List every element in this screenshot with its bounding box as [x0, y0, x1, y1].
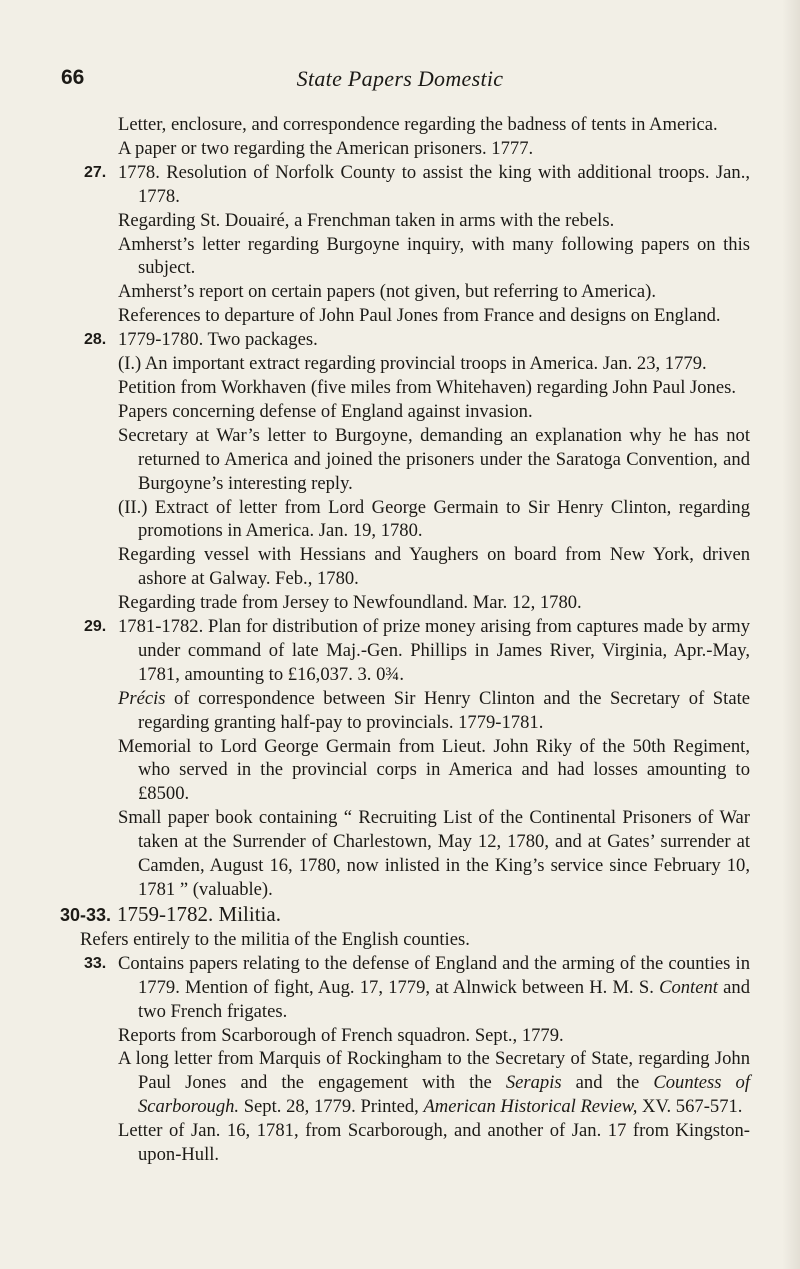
- precis-text: of correspondence between Sir Henry Clinton and the Secretary of State regarding granting half-pay to provincials. 1779-1781.: [138, 687, 750, 733]
- entry-27: [60, 161, 750, 328]
- text-run: and the: [561, 1072, 654, 1094]
- list-item: Secretary at War’s letter to Burgoyne, demanding an explanation why he has not returned to America and joined the prisoners under the Saratoga Convention, and Burgoyne’s interesting reply.: [118, 424, 750, 494]
- entry-number: 27.: [84, 163, 107, 181]
- list-item: 1778. Resolution of Norfolk County to assist the king with additional troops. Jan., 1778.: [118, 161, 750, 207]
- precis-word: Précis: [118, 687, 166, 709]
- list-item: Amherst’s report on certain papers (not given, but referring to America).: [118, 281, 657, 303]
- section-title: 1759-1782. Militia.: [117, 901, 281, 926]
- section-subheading: Refers entirely to the militia of the English counties.: [80, 928, 470, 950]
- entry-33: [60, 952, 750, 1167]
- list-item: Small paper book containing “ Recruiting List of the Continental Prisoners of War taken at the Surrender of Charlestown, May 12, 1780, and at Gates’ surrender at Camden, August 16, 1780, now inlisted in the King’s service since February 10, 1781 ” (valuable).: [118, 807, 750, 900]
- entry-28: [60, 328, 750, 615]
- page-number: 66: [61, 66, 85, 89]
- list-item: [118, 1047, 750, 1119]
- entry-29: [60, 615, 750, 902]
- list-item: [118, 952, 750, 1024]
- list-item: Petition from Workhaven (five miles from Whitehaven) regarding John Paul Jones.: [118, 376, 736, 398]
- list-item: Memorial to Lord George Germain from Lieut. John Riky of the 50th Regiment, who served in the provincial corps in America and had losses amounting to £8500.: [118, 735, 750, 805]
- list-item: A paper or two regarding the American prisoners. 1777.: [118, 137, 534, 159]
- body-text: [60, 113, 750, 1167]
- intro-entry: [60, 113, 750, 161]
- list-item: Letter of Jan. 16, 1781, from Scarborough, and another of Jan. 17 from Kingston-upon-Hull.: [118, 1120, 750, 1166]
- list-item: (I.) An important extract regarding provincial troops in America. Jan. 23, 1779.: [118, 353, 707, 375]
- ship-name: Serapis: [505, 1072, 562, 1094]
- list-item: Letter, enclosure, and correspondence regarding the badness of tents in America.: [118, 114, 718, 135]
- text-run: XV. 567-571.: [637, 1096, 743, 1118]
- entry-number: 29.: [84, 618, 107, 636]
- list-item: (II.) Extract of letter from Lord George Germain to Sir Henry Clinton, regarding promotions in America. Jan. 19, 1780.: [118, 496, 750, 542]
- text-run: and two French frigates.: [138, 976, 751, 1022]
- list-item: Regarding St. Douairé, a Frenchman taken in arms with the rebels.: [118, 209, 615, 231]
- list-item: Reports from Scarborough of French squadron. Sept., 1779.: [118, 1024, 564, 1046]
- ship-name: Countess of Scarborough.: [138, 1072, 751, 1118]
- page-gutter-shadow: [782, 0, 800, 1269]
- journal-title: American Historical Review,: [423, 1096, 638, 1118]
- list-item: 1779-1780. Two packages.: [118, 329, 318, 351]
- running-head: [0, 66, 800, 96]
- entry-number: 33.: [84, 954, 107, 972]
- section-heading-militia: [60, 902, 750, 928]
- list-item: Regarding vessel with Hessians and Yaughers on board from New York, driven ashore at Galway. Feb., 1780.: [118, 544, 750, 590]
- list-item: References to departure of John Paul Jones from France and designs on England.: [118, 305, 721, 327]
- list-item: 1781-1782. Plan for distribution of prize money arising from captures made by army under command of late Maj.-Gen. Phillips in James River, Virginia, Apr.-May, 1781, amounting to £16,037. 3. 0¾.: [118, 616, 750, 685]
- text-run: A long letter from Marquis of Rockingham to the Secretary of State, regarding John Paul Jones and the engagement with the: [118, 1048, 750, 1094]
- ship-name: Content: [659, 976, 718, 998]
- entry-number: 28.: [84, 331, 107, 349]
- section-number: 30-33.: [60, 904, 112, 925]
- list-item: Papers concerning defense of England against invasion.: [118, 400, 533, 422]
- list-item: Amherst’s letter regarding Burgoyne inquiry, with many following papers on this subject.: [118, 233, 750, 279]
- page-header-title: State Papers Domestic: [296, 66, 504, 91]
- text-run: Contains papers relating to the defense of England and the arming of the counties in 1779. Mention of fight, Aug. 17, 1779, at Alnwick between H. M. S.: [118, 952, 750, 998]
- text-run: Sept. 28, 1779. Printed,: [239, 1096, 424, 1118]
- list-item: [118, 687, 750, 735]
- list-item: Regarding trade from Jersey to Newfoundland. Mar. 12, 1780.: [118, 592, 582, 614]
